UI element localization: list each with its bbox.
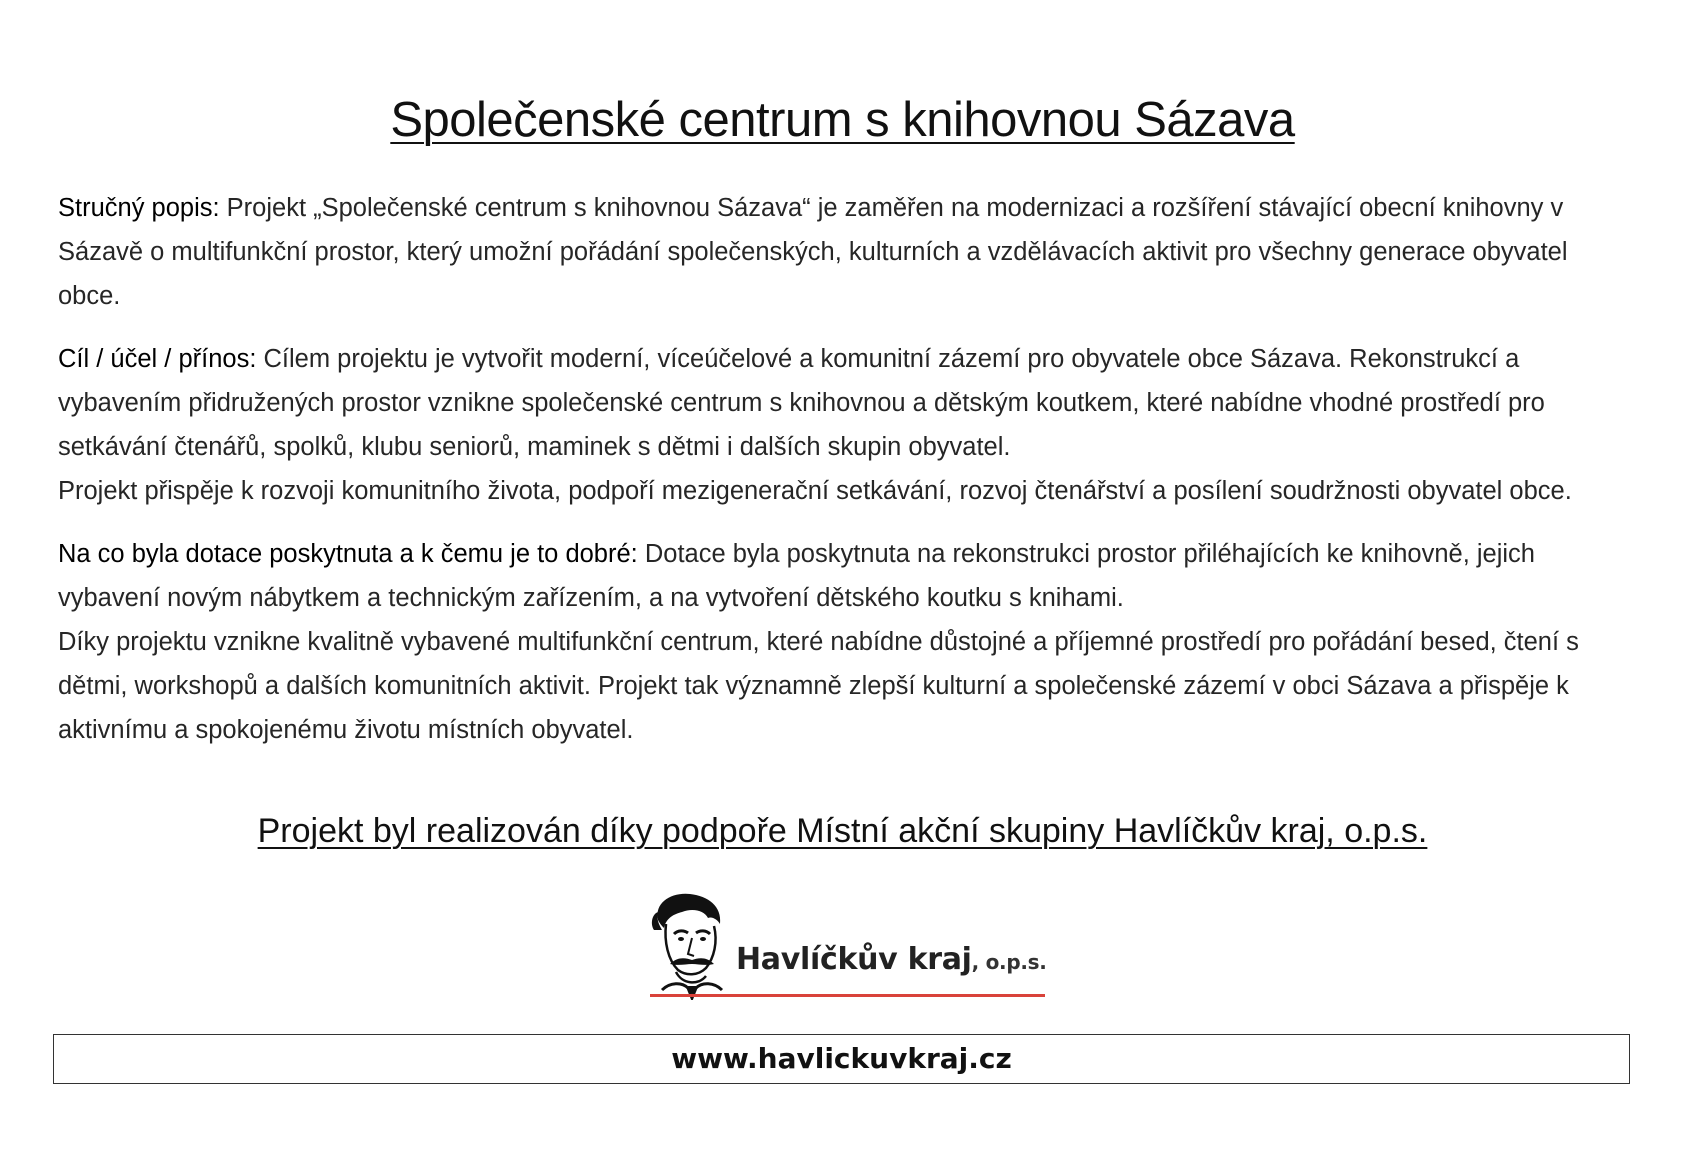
section-text: Dotace byla poskytnuta na rekonstrukci prostor přiléhajících ke knihovně, jejich vybavení novým nábytkem a technickým zařízením, a na vytvoření dětského koutku s knihami. [58, 540, 1535, 612]
section-paragraph [58, 532, 1633, 620]
havlickuv-kraj-logo [622, 880, 1072, 1010]
logo-text [736, 942, 1047, 977]
section-label: Stručný popis: [58, 194, 220, 222]
section-goal-purpose-benefit [58, 337, 1633, 513]
section-brief-description [58, 186, 1633, 318]
section-label: Na co byla dotace poskytnuta a k čemu je to dobré: [58, 540, 638, 568]
section-paragraph [58, 186, 1633, 318]
website-url-box [53, 1034, 1630, 1084]
havlicek-portrait-icon [648, 890, 732, 1000]
support-tagline: Projekt byl realizován díky podpoře Místní akční skupiny Havlíčkův kraj, o.p.s. [257, 812, 1428, 850]
page-title: Společenské centrum s knihovnou Sázava [390, 93, 1295, 147]
section-paragraph [58, 337, 1633, 469]
logo-name: Havlíčkův kraj [736, 942, 972, 977]
section-paragraph: Projekt přispěje k rozvoji komunitního života, podpoří mezigenerační setkávání, rozvoj čtenářství a posílení soudržnosti obyvatel obce. [58, 477, 1572, 505]
section-subsidy-purpose [58, 532, 1633, 752]
section-text: Cílem projektu je vytvořit moderní, víceúčelové a komunitní zázemí pro obyvatele obce Sázava. Rekonstrukcí a vybavením přidružených prostor vznikne společenské centrum s knihovnou a dětským koutkem, které nabídne vhodné prostředí pro setkávání čtenářů, spolků, klubu seniorů, maminek s dětmi i dalších skupin obyvatel. [58, 345, 1545, 461]
website-url: www.havlickuvkraj.cz [671, 1042, 1012, 1075]
logo-suffix: , o.p.s. [971, 950, 1047, 974]
section-text: Projekt „Společenské centrum s knihovnou Sázava“ je zaměřen na modernizaci a rozšíření stávající obecní knihovny v Sázavě o multifunkční prostor, který umožní pořádání společenských, kulturních a vzdělávacích aktivit pro všechny generace obyvatel obce. [58, 194, 1568, 310]
section-paragraph: Díky projektu vznikne kvalitně vybavené multifunkční centrum, které nabídne důstojné a příjemné prostředí pro pořádání besed, čtení s dětmi, workshopů a dalších komunitních aktivit. Projekt tak významně zlepší kulturní a společenské zázemí v obci Sázava a přispěje k aktivnímu a spokojenému životu místních obyvatel. [58, 628, 1579, 744]
logo-underline [650, 994, 1045, 997]
section-label: Cíl / účel / přínos: [58, 345, 257, 373]
document-body [58, 186, 1633, 771]
